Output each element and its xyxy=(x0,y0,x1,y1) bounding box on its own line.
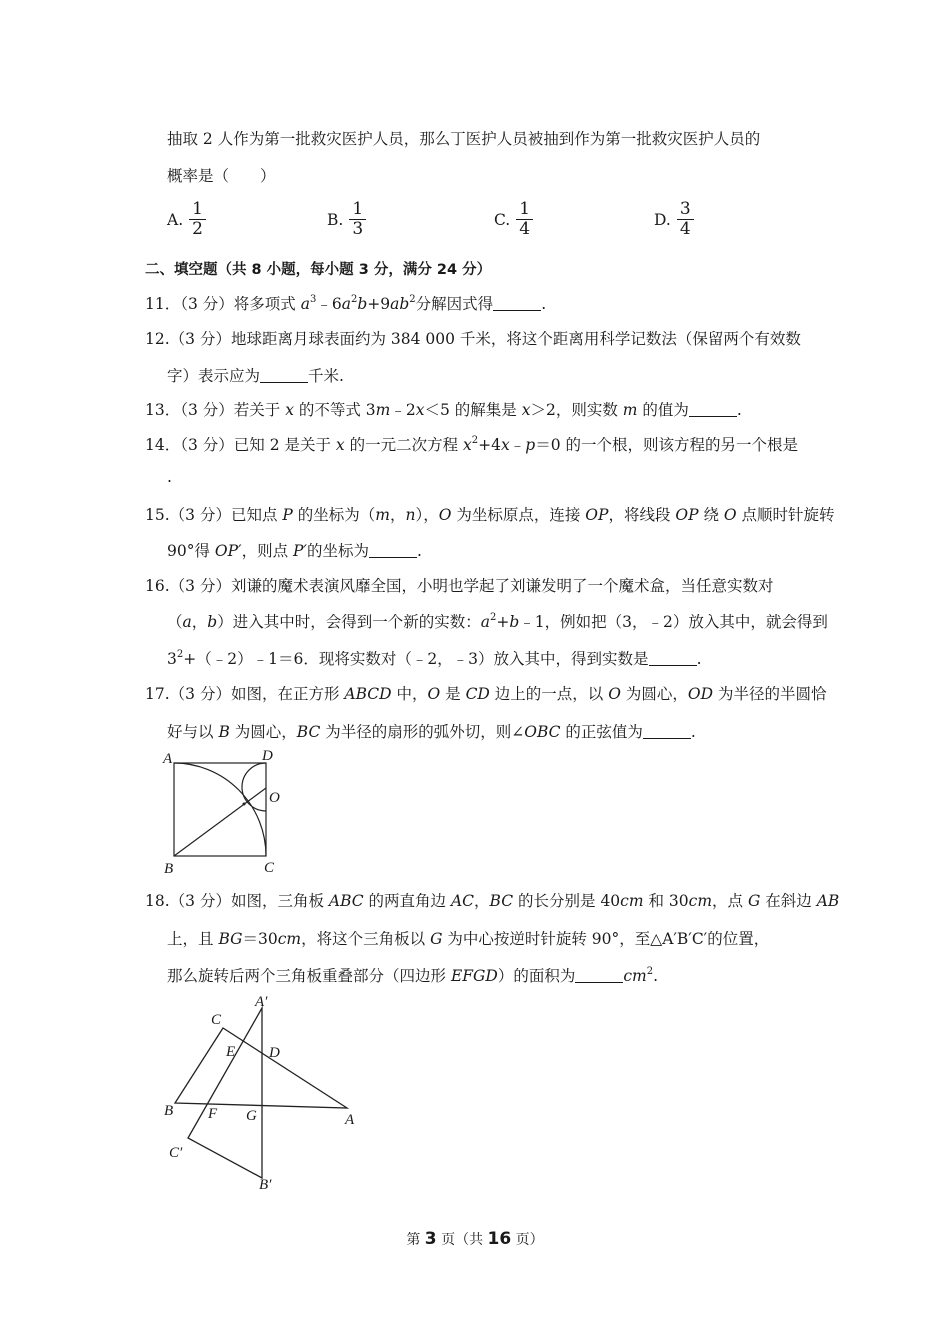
triangle-abc xyxy=(175,1028,347,1108)
label-a: A xyxy=(163,751,173,767)
answer-blank xyxy=(689,402,737,417)
q10-option-a: A. $\frac{1}{2}$ xyxy=(167,200,206,239)
label-e: E xyxy=(226,1044,236,1060)
label-d: D xyxy=(262,748,273,764)
question-11: 11．（3 分）将多项式 $a^3﹣6a^2b+9ab^2$分解因式得 . xyxy=(145,294,547,313)
label-b-prime: B′ xyxy=(259,1177,272,1193)
answer-blank xyxy=(493,296,541,311)
q10-line1: 抽取 2 人作为第一批救灾医护人员，那么丁医护人员被抽到作为第一批救灾医护人员的 xyxy=(167,130,761,148)
triangle-abc-rotated xyxy=(188,1008,262,1178)
question-18-line2: 上，且 BG＝30cm，将这个三角板以 G 为中心按逆时针旋转 90°，至△A′B′C′的位置， xyxy=(167,930,770,948)
q10-option-b: B. $\frac{1}{3}$ xyxy=(327,200,366,239)
answer-blank xyxy=(369,543,417,558)
q17-square-figure xyxy=(160,745,290,880)
q10-line2: 概率是（ ） xyxy=(167,167,276,185)
label-c: C xyxy=(264,860,275,876)
question-17-line1: 17.（3 分）如图，在正方形 ABCD 中，O 是 CD 边上的一点，以 O 为圆心，OD 为半径的半圆恰 xyxy=(145,685,827,703)
label-c: C xyxy=(211,1012,222,1028)
label-b: B xyxy=(164,1103,174,1119)
q10-option-d: D. $\frac{3}{4}$ xyxy=(654,200,694,239)
question-14: 14．（3 分）已知 2 是关于 x 的一元二次方程 $x^2+4x﹣p=0$ 的一个根，则该方程的另一个根是 xyxy=(145,435,798,454)
question-15-line2: 90°得 OP′，则点 P′的坐标为 . xyxy=(167,542,422,560)
question-14-line2: . xyxy=(167,468,172,486)
section-heading: 二、填空题（共 8 小题，每小题 3 分，满分 24 分） xyxy=(145,262,492,278)
answer-blank xyxy=(575,968,623,983)
question-17-line2: 好与以 B 为圆心，BC 为半径的扇形的弧外切，则∠OBC 的正弦值为 . xyxy=(167,723,696,741)
q18-triangles-figure xyxy=(155,990,375,1200)
question-12-line1: 12.（3 分）地球距离月球表面约为 384 000 千米，将这个距离用科学记数法（保留两个有效数 xyxy=(145,330,801,348)
answer-blank xyxy=(260,368,308,383)
label-o: O xyxy=(269,790,280,806)
square-abcd xyxy=(174,763,266,856)
label-a: A xyxy=(345,1112,355,1128)
question-12-line2: 字）表示应为 千米. xyxy=(167,367,344,385)
page-footer: 第 3 页（共 16 页） xyxy=(406,1229,544,1249)
label-d: D xyxy=(269,1045,280,1061)
label-b: B xyxy=(164,861,174,877)
question-15-line1: 15.（3 分）已知点 P 的坐标为（m，n），O 为坐标原点，连接 OP，将线段 OP 绕 O 点顺时针旋转 xyxy=(145,506,835,524)
question-18-line1: 18.（3 分）如图，三角板 ABC 的两直角边 AC，BC 的长分别是 40cm 和 30cm，点 G 在斜边 AB xyxy=(145,892,840,910)
label-g: G xyxy=(246,1108,257,1124)
tangent-point xyxy=(243,803,246,806)
question-13: 13．（3 分）若关于 x 的不等式 3m﹣2x＜5 的解集是 x＞2，则实数 m 的值为 . xyxy=(145,401,742,419)
q10-option-c: C. $\frac{1}{4}$ xyxy=(494,200,533,239)
label-a-prime: A′ xyxy=(255,994,268,1010)
answer-blank xyxy=(643,724,691,739)
segment-bo xyxy=(174,788,266,856)
question-16-line3: $3^2+(﹣2)﹣1=6$．现将实数对（﹣2，﹣3）放入其中，得到实数是 . xyxy=(167,649,702,668)
question-18-line3: 那么旋转后两个三角板重叠部分（四边形 EFGD）的面积为 $cm^2$. xyxy=(167,966,659,985)
question-16-line1: 16.（3 分）刘谦的魔术表演风靡全国，小明也学起了刘谦发明了一个魔术盒，当任意实数对 xyxy=(145,577,774,595)
answer-blank xyxy=(649,651,697,666)
label-f: F xyxy=(208,1106,218,1122)
question-16-line2: （a，b）进入其中时，会得到一个新的实数：$a^2+b﹣1$，例如把（3，﹣2）放入其中，就会得到 xyxy=(167,612,828,631)
label-c-prime: C′ xyxy=(169,1145,183,1161)
arc-centered-b xyxy=(174,763,266,856)
